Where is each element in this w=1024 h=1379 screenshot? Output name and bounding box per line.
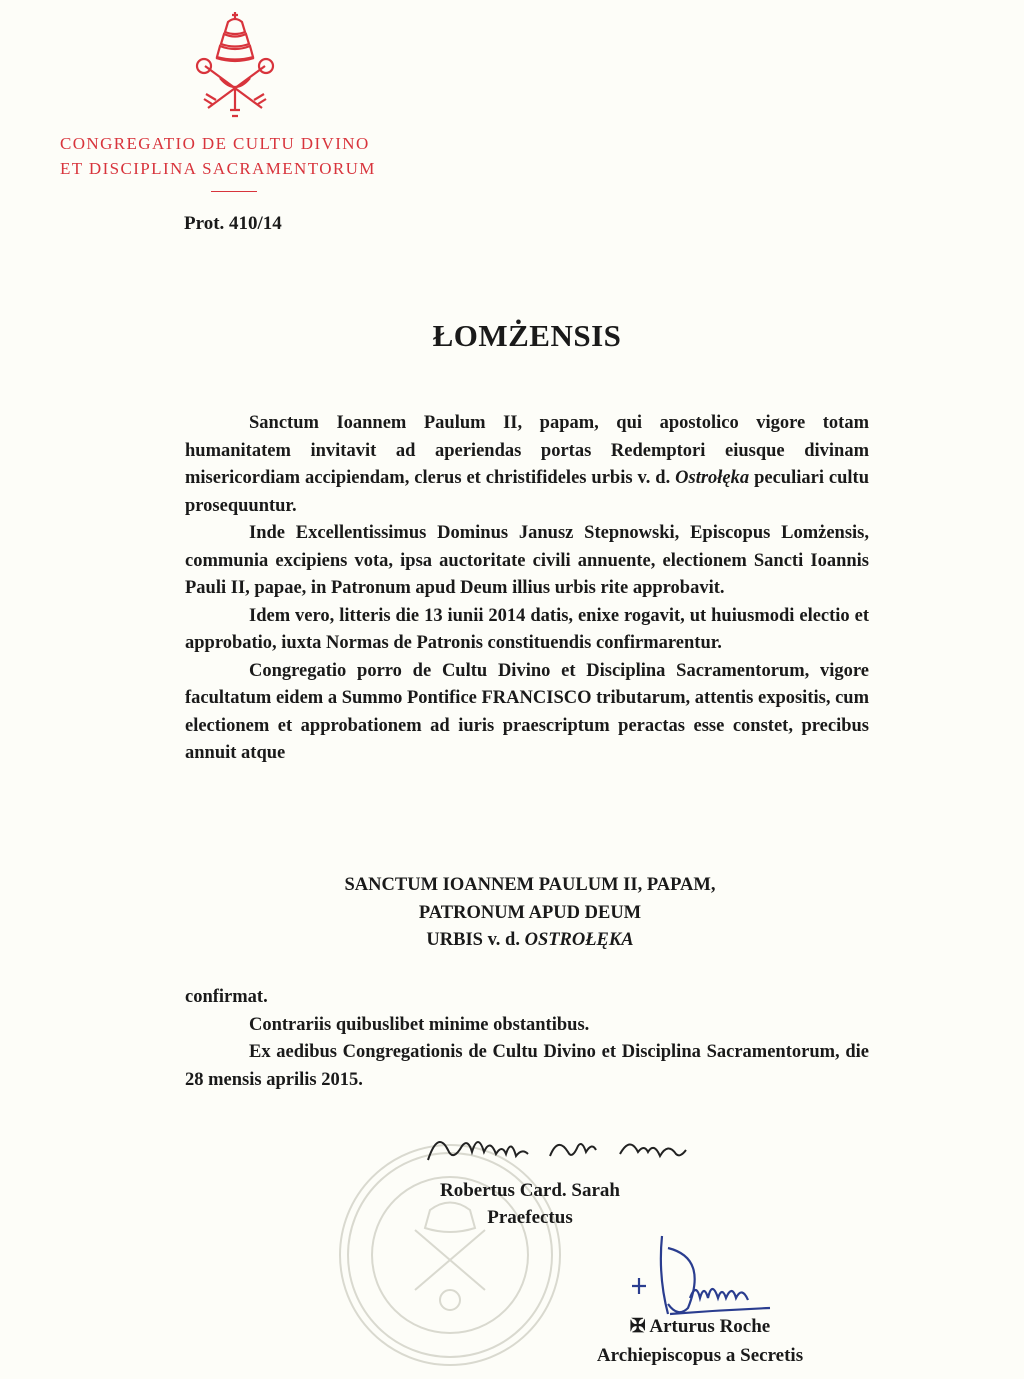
proclamation-urbis: URBIS v. d. [426, 930, 525, 950]
letterhead-divider [211, 191, 257, 192]
org-line-2: ET DISCIPLINA SACRAMENTORUM [60, 159, 376, 178]
signatory-1 [410, 1177, 650, 1231]
papal-crest-icon [190, 8, 280, 120]
signatory-1-name: Robertus Card. Sarah [440, 1180, 620, 1201]
document-title: ŁOMŻENSIS [432, 318, 622, 353]
org-line-1: CONGREGATIO DE CULTU DIVINO [60, 134, 370, 153]
decree-proclamation [230, 872, 830, 955]
signatory-2-name: ✠ Arturus Roche [629, 1316, 771, 1337]
contrariis-text: Contrariis quibuslibet minime obstantibus. [249, 1014, 590, 1035]
proclamation-line-3 [230, 927, 830, 955]
signatory-2 [560, 1312, 840, 1370]
congregation-name [60, 131, 376, 181]
proclamation-line-2: PATRONUM APUD DEUM [418, 902, 642, 923]
date-line: Ex aedibus Congregationis de Cultu Divino et Disciplina Sacramentorum, die 28 mensis aprilis 2015. [185, 1042, 869, 1090]
paragraph-3: Idem vero, litteris die 13 iunii 2014 datis, enixe rogavit, ut huiusmodi electio et approbatio, iuxta Normas de Patronis constituendis confirmarentur. [185, 605, 869, 653]
paragraph-1 [185, 410, 869, 520]
protocol-number: Prot. 410/14 [184, 213, 282, 234]
paragraph-2: Inde Excellentissimus Dominus Janusz Stepnowski, Episcopus Lomżensis, communia excipiens vota, ipsa auctoritate civili annuente, electionem Sancti Ioannis Pauli II, papae, in Patronum apud Deum illius urbis rite approbavit. [185, 523, 869, 598]
signatory-1-title: Praefectus [487, 1207, 573, 1228]
closing-section [185, 984, 869, 1094]
paragraph-1-end: peculiari cultu prosequuntur. [185, 468, 869, 516]
paragraph-1-text: Sanctum Ioannem Paulum II, papam, qui apostolico vigore totam humanitatem invitavit ad aperiendas portas Redemptori eiusque divinam misericordiam accipiendam, clerus et christifideles urbis v. d. [185, 413, 869, 488]
proclamation-line-1: SANCTUM IOANNEM PAULUM II, PAPAM, [344, 875, 716, 895]
decree-body [185, 410, 869, 768]
signature-sarah-icon [420, 1120, 710, 1180]
signatory-2-title: Archiepiscopus a Secretis [596, 1345, 804, 1366]
paragraph-4: Congregatio porro de Cultu Divino et Disciplina Sacramentorum, vigore facultatum eidem a Summo Pontifice FRANCISCO tributarum, attentis expositis, cum electionem et approbationem ad iuris praescriptum peractas esse constet, precibus annuit atque [185, 660, 869, 763]
proclamation-city: OSTROŁĘKA [524, 930, 634, 950]
confirmat-text: confirmat. [185, 987, 268, 1007]
city-name: Ostrołęka [675, 468, 750, 488]
